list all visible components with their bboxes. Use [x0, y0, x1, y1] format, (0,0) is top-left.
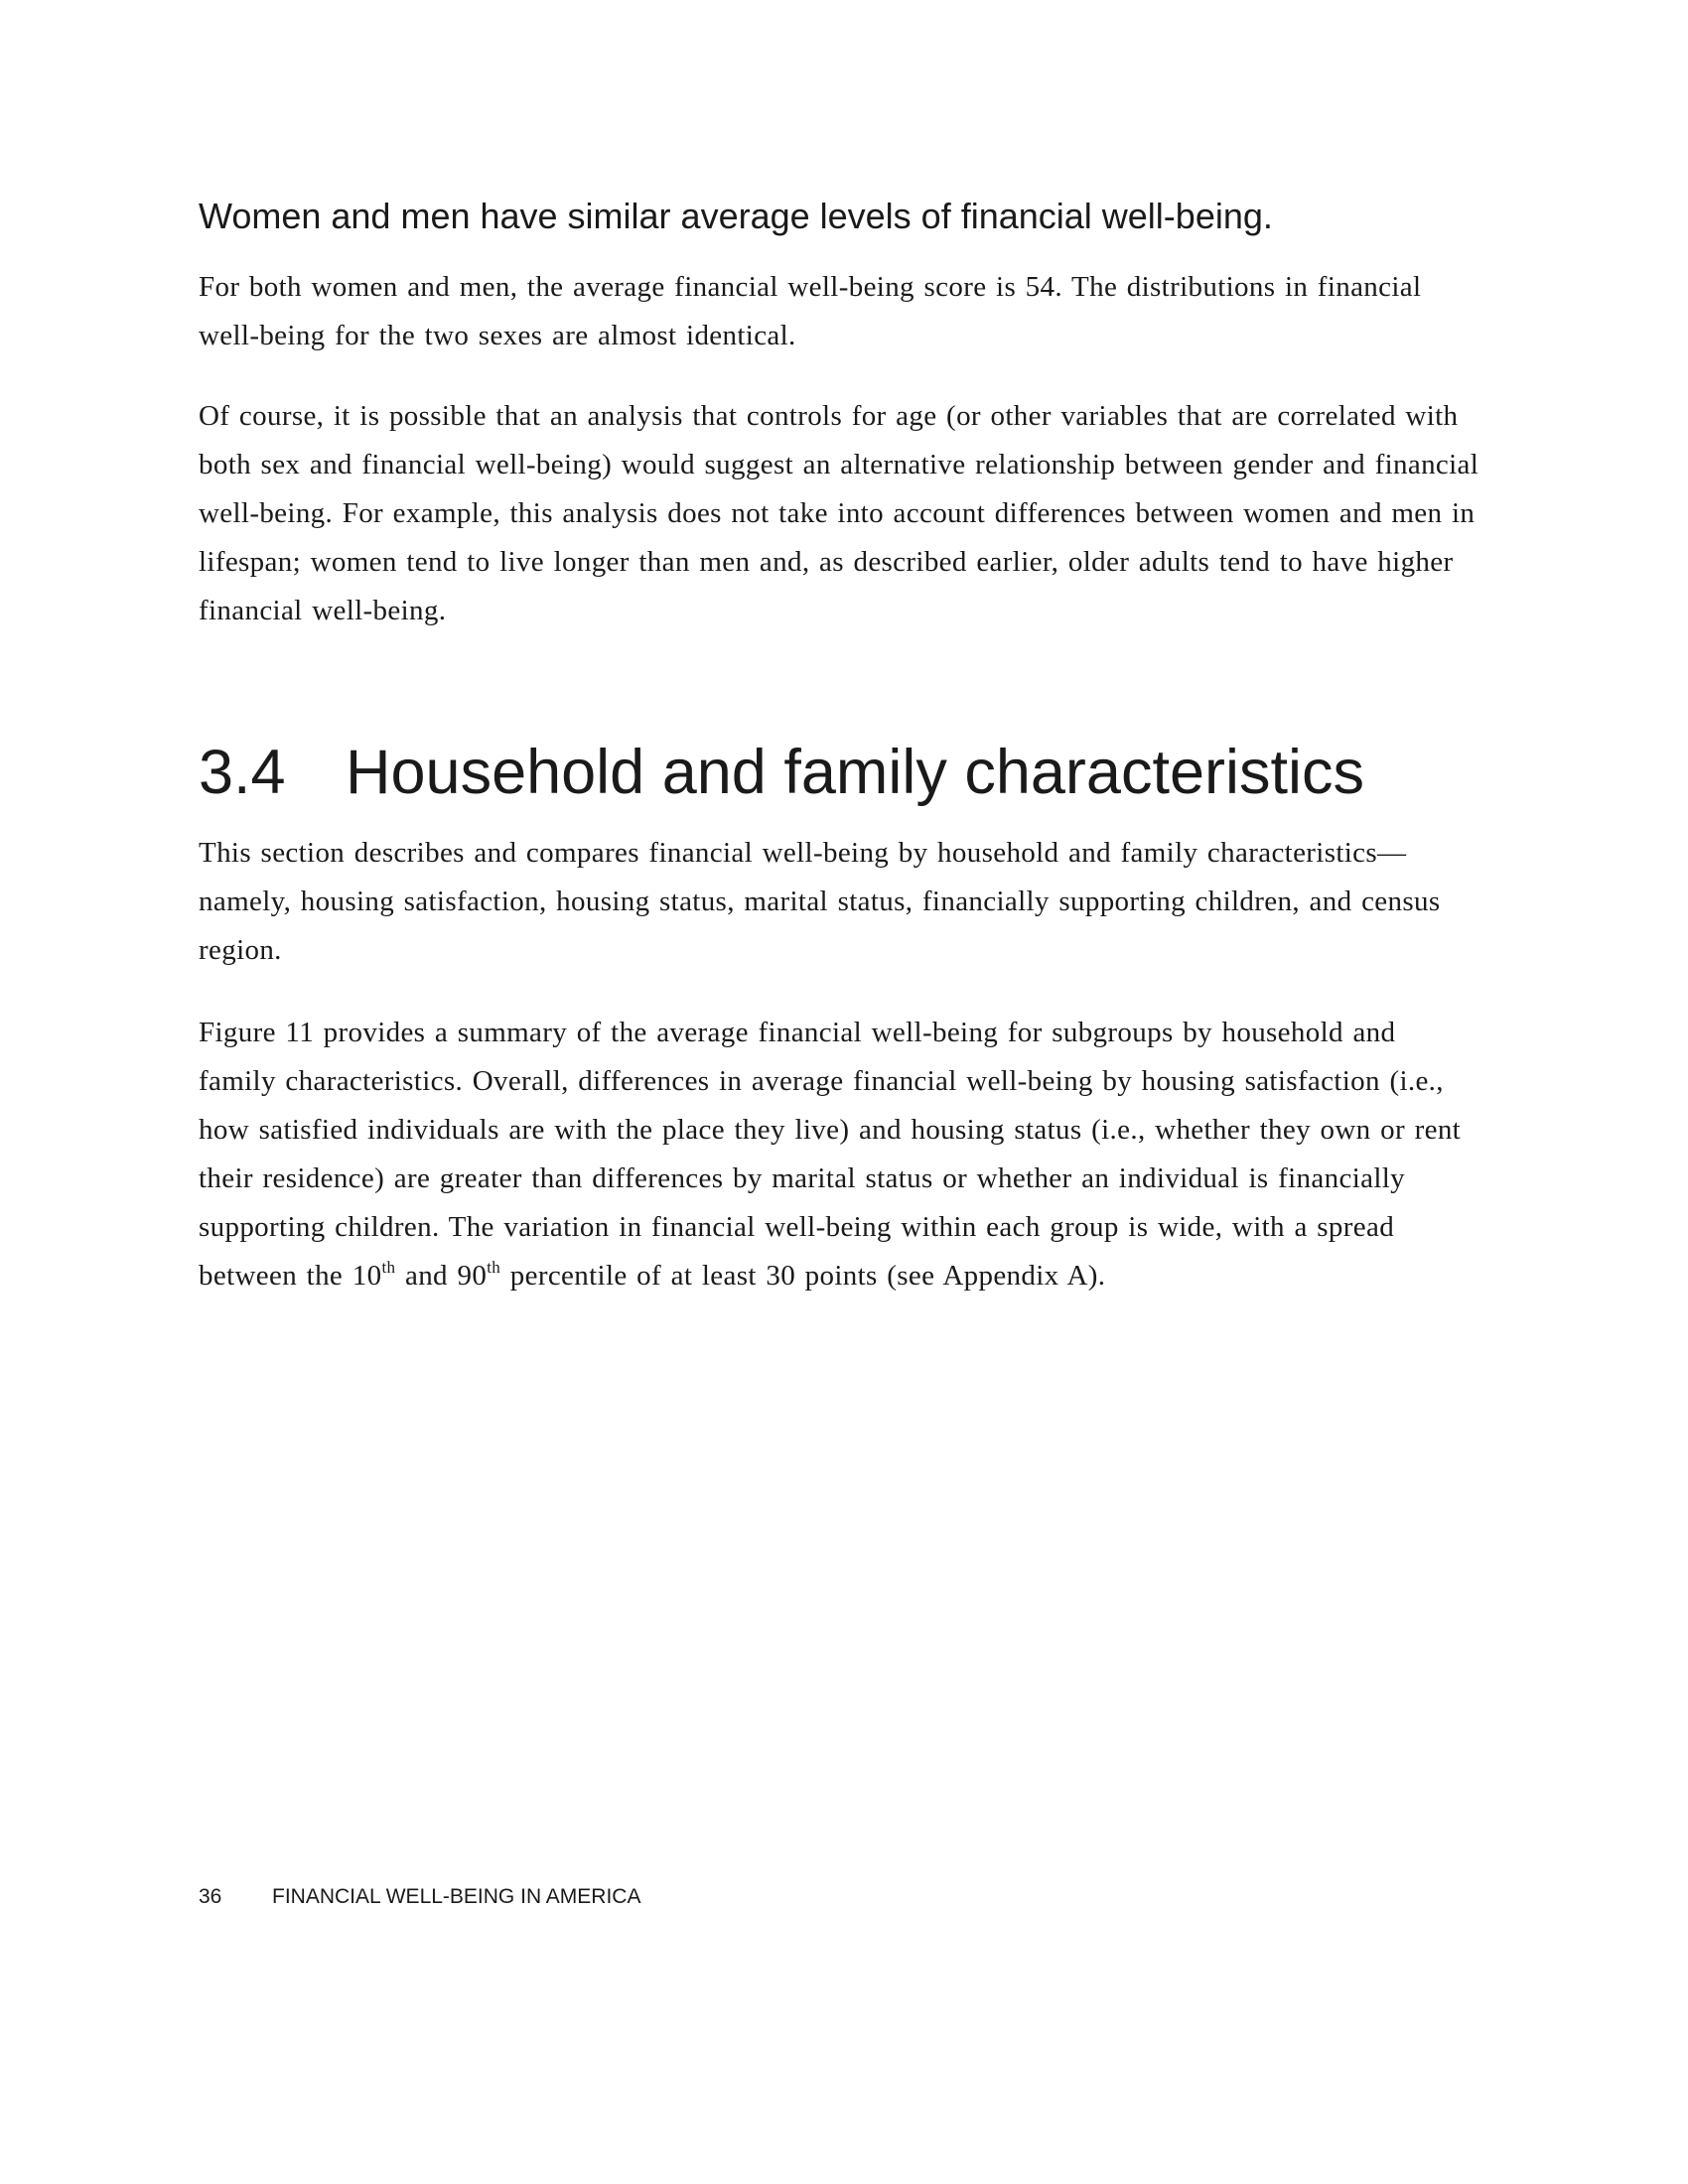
page-footer: [199, 1884, 640, 1910]
running-title: FINANCIAL WELL-BEING IN AMERICA: [272, 1885, 641, 1908]
section-heading: [199, 735, 1364, 810]
page-number: 36: [199, 1885, 222, 1908]
paragraph-section-intro: This section describes and compares financial well-being by household and family characteristics—namely, housing satisfaction, housing status, marital status, financially supporting children, and census region.: [199, 837, 1441, 966]
section-number: 3.4: [199, 738, 286, 807]
ordinal-suffix-90: th: [487, 1258, 501, 1277]
paragraph-sex-scores: For both women and men, the average financial well-being score is 54. The distributions in financial well-being for the two sexes are almost identical.: [199, 271, 1422, 351]
percentile-10: 10: [352, 1260, 382, 1292]
paragraph-controls-caveat: Of course, it is possible that an analysis that controls for age (or other variables that are correlated with both sex and financial well-being) would suggest an alternative relationship between gender and financial well-being. For example, this analysis does not take into account differences between women and men in lifespan; women tend to live longer than men and, as described earlier, older adults tend to have higher financial well-being.: [199, 400, 1479, 626]
paragraph-figure-summary: [199, 1009, 1479, 1300]
ordinal-suffix-10: th: [381, 1258, 396, 1277]
paragraph-text-part3: percentile of at least 30 points (see Appendix A).: [500, 1260, 1106, 1292]
section-title: Household and family characteristics: [346, 738, 1364, 807]
percentile-90: 90: [457, 1260, 488, 1292]
paragraph-text-part2: and: [395, 1260, 458, 1292]
paragraph-text-part1: Figure 11 provides a summary of the average financial well-being for subgroups by household and family characteristics. Overall, differences in average financial well-being by housing satisfaction (i.e., how satisfied individuals are with the place they live) and housing status (i.e., whether they own or rent their residence) are greater than differences by marital status or whether an individual is financially supporting children. The variation in financial well-being within each group is wide, with a spread between the: [199, 1017, 1462, 1292]
subheading: Women and men have similar average levels of financial well-being.: [199, 196, 1273, 236]
